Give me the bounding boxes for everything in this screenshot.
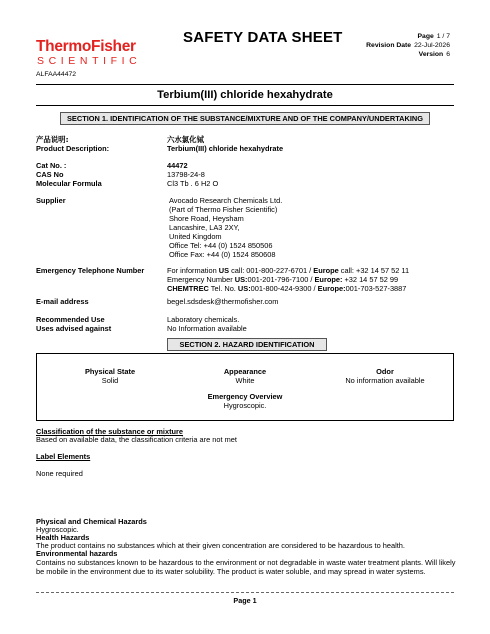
odor-value: No information available [345,376,425,386]
cat-no-value: 44472 [167,161,188,170]
label-elements-heading: Label Elements [36,452,91,461]
revision-value: 22-Jul-2026 [414,42,450,49]
version-line [419,51,450,60]
supplier-address [169,196,282,259]
product-code: ALFAA44472 [36,71,77,78]
classification-heading: Classification of the substance or mixture [36,427,184,436]
appearance-cell [185,367,305,385]
emergency-overview-cell [185,392,305,410]
emergency-line-3: CHEMTREC Tel. No. US:001-800-424-9300 / Europe:001-703-527-3887 [167,284,407,294]
odor-label: Odor [376,367,394,376]
hazard-summary-box [36,353,454,421]
cas-no-label: CAS No [36,170,64,179]
physical-state-value: Solid [101,376,119,386]
environmental-hazards-heading: Environmental hazards [36,549,118,558]
thermo-fisher-logo-subtitle: SCIENTIFIC [37,55,142,67]
version-value: 6 [446,51,450,58]
header-divider [36,84,454,85]
version-label: Version [418,51,444,58]
supplier-line: Shore Road, Heysham [169,214,244,224]
emergency-overview-label: Emergency Overview [207,392,283,401]
supplier-line: Office Tel: +44 (0) 1524 850506 [169,241,273,251]
appearance-value: White [235,376,255,386]
email-label: E-mail address [36,297,89,306]
title-divider [36,105,454,106]
physical-chemical-hazards-text: Hygroscopic. [36,525,79,534]
supplier-line: Office Fax: +44 (0) 1524 850608 [169,250,276,260]
page-label: Page [417,33,434,40]
emergency-phone-label: Emergency Telephone Number [36,266,145,275]
revision-date-line [366,42,450,51]
recommended-use-value: Laboratory chemicals. [167,315,240,324]
supplier-line: United Kingdom [169,232,222,242]
physical-state-label: Physical State [84,367,136,376]
health-hazards-heading: Health Hazards [36,533,90,542]
environmental-hazards-text: Contains no substances known to be hazardous to the environment or not degradable in waste water treatment plants. Will likely be mobile in the environment due to its water solubility. The product is water soluble, and may spread in water systems. [36,558,456,577]
supplier-line: Avocado Research Chemicals Ltd. [169,196,283,205]
supplier-line: Lancashire, LA3 2XY, [169,223,240,233]
emergency-phone-info [167,266,409,293]
cn-product-label: 产品说明: [36,135,69,144]
section-2-heading: SECTION 2. HAZARD IDENTIFICATION [167,338,327,351]
uses-advised-against-value: No Information available [167,324,247,333]
product-title: Terbium(III) chloride hexahydrate [157,89,333,101]
cas-no-value: 13798-24-8 [167,170,205,179]
email-value[interactable]: begel.sdsdesk@thermofisher.com [167,297,279,306]
health-hazards-text: The product contains no substances which at their given concentration are considered to be hazardous to health. [36,541,405,550]
label-elements-text: None required [36,469,83,478]
supplier-line: (Part of Thermo Fisher Scientific) [169,205,278,215]
cat-no-label: Cat No. : [36,161,67,170]
revision-label: Revision Date [366,42,412,49]
molecular-formula-label: Molecular Formula [36,179,102,188]
emergency-line-1: For information US call: 001-800-227-6701 / Europe call: +32 14 57 52 11 [167,266,410,275]
emergency-overview-value: Hygroscopic. [223,401,267,411]
footer-page-number: Page 1 [233,596,257,605]
supplier-label: Supplier [36,196,66,205]
appearance-label: Appearance [223,367,267,376]
product-description-value: Terbium(III) chloride hexahydrate [167,144,284,153]
physical-chemical-hazards-heading: Physical and Chemical Hazards [36,517,147,526]
document-title: SAFETY DATA SHEET [183,29,343,46]
page-number-line [418,33,450,42]
section-1-heading: SECTION 1. IDENTIFICATION OF THE SUBSTANCE/MIXTURE AND OF THE COMPANY/UNDERTAKING [60,112,430,125]
odor-cell [320,367,450,385]
thermo-fisher-logo-wordmark: ThermoFisher [36,38,136,55]
cn-product-value: 六水氯化铽 [167,135,204,144]
classification-text: Based on available data, the classification criteria are not met [36,435,237,444]
uses-advised-against-label: Uses advised against [36,324,112,333]
page-value: 1 / 7 [436,33,450,40]
recommended-use-label: Recommended Use [36,315,105,324]
emergency-line-2: Emergency Number US:001-201-796-7100 / Europe: +32 14 57 52 99 [167,275,399,285]
molecular-formula-value: Cl3 Tb . 6 H2 O [167,179,219,188]
footer-divider [36,592,454,593]
product-description-label: Product Description: [36,144,110,153]
physical-state-cell [50,367,170,385]
